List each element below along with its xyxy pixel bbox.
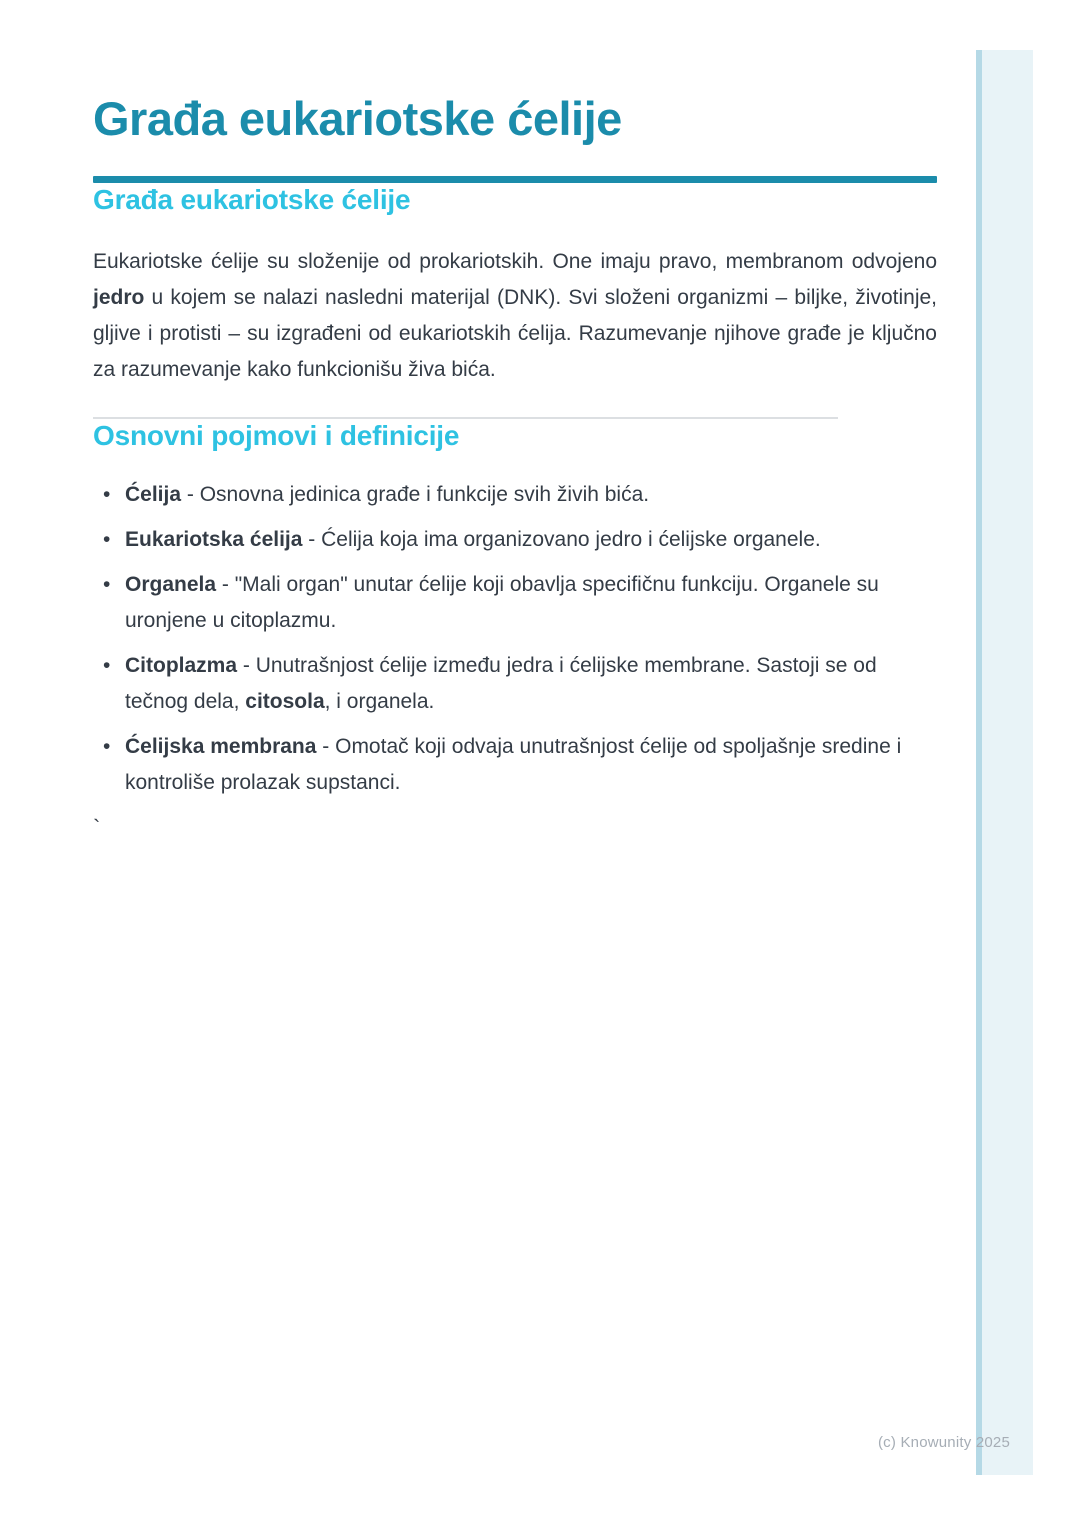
term-separator: -	[316, 735, 336, 758]
term-definition: Osnovna jedinica građe i funkcije svih živih bića.	[199, 483, 650, 506]
term-separator: -	[181, 483, 200, 506]
term-name: Ćelija	[125, 483, 182, 506]
section-heading-intro: Građa eukariotske ćelije	[93, 184, 411, 215]
definitions-list	[93, 477, 937, 801]
term-separator: -	[237, 654, 256, 677]
definition-item-citoplazma	[93, 648, 937, 720]
term-inline-bold: citosola	[245, 690, 325, 713]
term-name: Organela	[125, 573, 217, 596]
page-title: Građa eukariotske ćelije	[93, 92, 622, 145]
intro-text-before: Eukariotske ćelije su složenije od prokariotskih. One imaju pravo, membranom odvojeno	[93, 250, 937, 273]
definition-item-celijska-membrana	[93, 729, 937, 801]
stray-character: `	[93, 815, 101, 840]
title-underline	[93, 176, 937, 183]
term-definition-before: Unutrašnjost ćelije između jedra i ćelijske membrane. Sastoji se od tečnog dela,	[125, 654, 877, 713]
definition-item-eukariotska-celija	[93, 522, 937, 558]
term-name: Citoplazma	[125, 654, 238, 677]
copyright-footer: (c) Knowunity 2025	[877, 1434, 1010, 1451]
term-definition: "Mali organ" unutar ćelije koji obavlja specifičnu funkciju. Organele su uronjene u citoplazmu.	[125, 573, 879, 632]
term-definition-after: , i organela.	[324, 690, 435, 713]
section-intro	[93, 183, 937, 388]
term-separator: -	[216, 573, 235, 596]
section-definitions	[93, 419, 937, 801]
term-name: Ćelijska membrana	[125, 735, 317, 758]
intro-bold-term: jedro	[93, 286, 145, 309]
page-edge-stripe	[976, 50, 1033, 1475]
intro-text-after: u kojem se nalazi nasledni materijal (DNK). Svi složeni organizmi – biljke, životinje, gljive i protisti – su izgrađeni od eukariotskih ćelija. Razumevanje njihove građe je ključno za razumevanje kako funkcionišu živa bića.	[93, 286, 937, 381]
term-definition: Omotač koji odvaja unutrašnjost ćelije od spoljašnje sredine i kontroliše prolazak supstanci.	[125, 735, 902, 794]
definition-item-celija	[93, 477, 937, 513]
page-content	[93, 0, 937, 841]
definition-item-organela	[93, 567, 937, 639]
term-separator: -	[302, 528, 322, 551]
term-definition: Ćelija koja ima organizovano jedro i ćelijske organele.	[321, 528, 821, 551]
term-name: Eukariotska ćelija	[125, 528, 303, 551]
intro-paragraph	[93, 244, 937, 388]
section-heading-definitions: Osnovni pojmovi i definicije	[93, 420, 460, 451]
